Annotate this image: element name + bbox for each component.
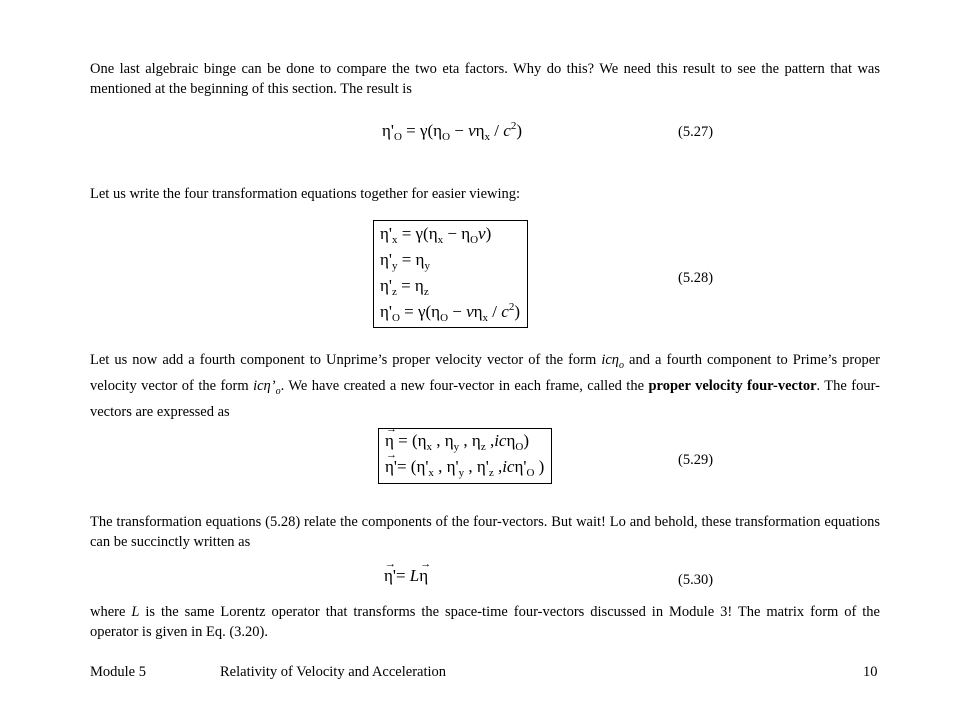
equation-5-28-line-o: $\eta'_O = \gamma(\eta_O - v\eta_x / c^2)$ (380, 301, 520, 324)
ic-eta-o-term: icη (601, 352, 620, 368)
equation-5-28-line-x: $\eta'_x = \gamma(\eta_x - \eta_Ov)$ (380, 224, 492, 246)
equation-number-5-27: (5.27) (678, 124, 714, 140)
paragraph-intro: One last algebraic binge can be done to compare the two eta factors. Why do this? We need this result to see the pattern that was mentioned at the beginning of this section. The result is (90, 61, 880, 97)
equation-5-30: → η'= L→ η (384, 566, 428, 586)
paragraph-four-vector-text-a: Let us now add a fourth component to Unprime’s proper velocity vector of the form (90, 352, 602, 368)
paragraph-four-equations: Let us write the four transformation equations together for easier viewing: (90, 186, 521, 202)
paragraph-lorentz-text-a: where (90, 604, 132, 620)
ic-eta-prime-o-term: icη’ (253, 377, 276, 394)
lorentz-operator-symbol: L (131, 604, 140, 620)
footer-module: Module 5 (90, 664, 146, 680)
equation-5-29-line-prime: → $\eta'= (\eta'_x$ , $\eta'_y$ , $\eta'_z$ $,ic\eta'_O$ ) (385, 457, 544, 479)
equation-5-28-line-z: $\eta'_z = \eta_z$ (380, 276, 429, 298)
proper-velocity-four-vector-term: proper velocity four-vector (648, 377, 817, 394)
equation-5-29-box (378, 428, 552, 484)
equation-5-28-box (373, 220, 528, 328)
footer-title: Relativity of Velocity and Acceleration (220, 664, 447, 680)
paragraph-four-vector-text-b: and a fourth component to Prime’s proper velocity vector of the form (90, 352, 880, 394)
paragraph-lorentz-operator (90, 602, 880, 642)
equation-number-5-30: (5.30) (678, 572, 714, 588)
ic-eta-o-subscript: o (619, 359, 625, 371)
equation-5-27: $\eta'_O = \gamma(\eta_O - v\eta_x / c^2)$ (382, 120, 522, 143)
ic-eta-prime-o-subscript: o (275, 385, 281, 397)
equation-5-29-line-unprime: → $\eta = (\eta_x$ , $\eta_y$ , $\eta_z$ ,icη$_O$) (385, 431, 529, 453)
equation-number-5-28: (5.28) (678, 270, 714, 286)
paragraph-four-vector-text-d: . The four-vectors are expressed as (90, 377, 880, 420)
equation-number-5-29: (5.29) (678, 452, 714, 468)
paragraph-lorentz-text-b: is the same Lorentz operator that transforms the space-time four-vectors discussed in Module 3! The matrix form of the operator is given in Eq. (3.20). (90, 604, 880, 640)
equation-5-28-line-y: $\eta'_y = \eta_y$ (380, 250, 430, 272)
footer-page-number: 10 (863, 664, 878, 680)
paragraph-four-vector (90, 350, 880, 422)
paragraph-succinct: The transformation equations (5.28) relate the components of the four-vectors. But wait! Lo and behold, these transformation equations can be succinctly written as (90, 514, 880, 550)
paragraph-four-vector-text-c: . We have created a new four-vector in each frame, called the (280, 377, 649, 394)
